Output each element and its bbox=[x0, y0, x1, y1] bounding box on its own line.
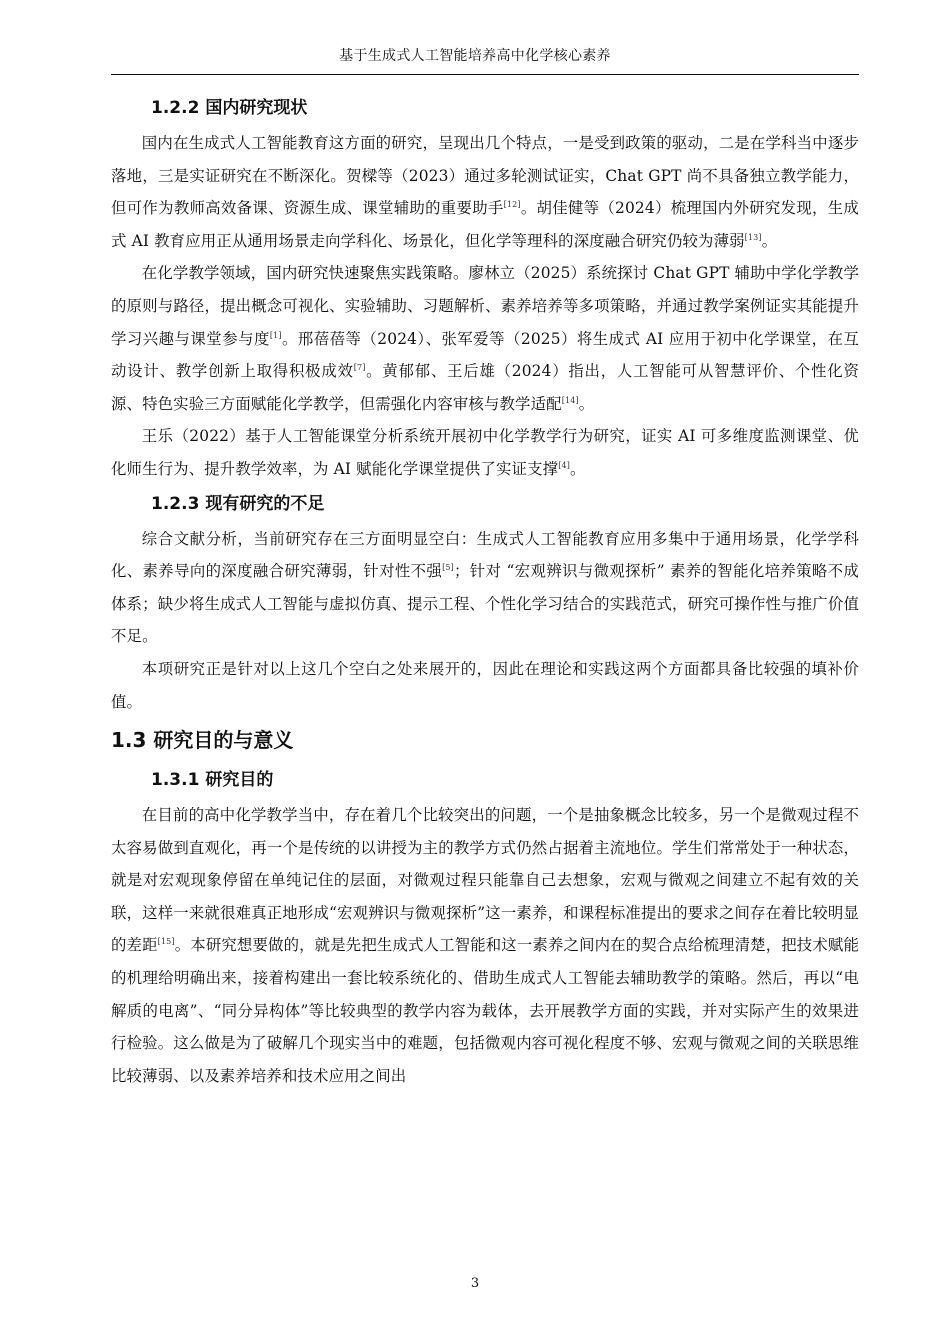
citation: [12] bbox=[503, 200, 521, 210]
paragraph bbox=[111, 127, 859, 257]
paragraph-text: 国内在生成式人工智能教育这方面的研究，呈现出几个特点，一是受到政策的驱动，二是在学科当中逐步落地，三是实证研究在不断深化。贺樑等（2023）通过多轮测试证实，Chat GPT 尚不具备独立教学能力，但可作为教师高效备课、资源生成、课堂辅助的重要助手 bbox=[111, 134, 859, 218]
paragraph-text: 。 bbox=[569, 459, 586, 478]
paragraph-text: 综合文献分析，当前研究存在三方面明显空白：生成式人工智能教育应用多集中于通用场景，化学学科化、素养导向的深度融合研究薄弱，针对性不强 bbox=[111, 529, 859, 581]
paragraph-text: 。 bbox=[578, 394, 595, 413]
citation: [5] bbox=[442, 563, 454, 572]
citation: [1] bbox=[269, 330, 282, 340]
paragraph-text: 在目前的高中化学教学当中，存在着几个比较突出的问题，一个是抽象概念比较多，另一个是微观过程不太容易做到直观化，再一个是传统的以讲授为主的教学方式仍然占据着主流地位。学生们常常处于一种状态，就是对宏观现象停留在单纯记住的层面，对微观过程只能靠自己去想象，宏观与微观之间建立不起有效的关联，这样一来就很难真正地形成“宏观辨识与微观探析”这一素养，和课程标准提出的要求之间存在着比较明显的差距 bbox=[111, 806, 859, 955]
paragraph-text: 。 bbox=[761, 231, 778, 250]
paragraph bbox=[111, 257, 859, 420]
paragraph bbox=[111, 420, 859, 485]
section-heading-1-3: 1.3 研究目的与意义 bbox=[111, 728, 294, 753]
citation: [13] bbox=[744, 232, 762, 242]
citation: [4] bbox=[558, 460, 570, 470]
paragraph-text: 王乐（2022）基于人工智能课堂分析系统开展初中化学教学行为研究，证实 AI 可多维度监测课堂、优化师生行为、提升教学效率，为 AI 赋能化学课堂提供了实证支撑 bbox=[111, 427, 859, 478]
paragraph-text: 。本研究想要做的，就是先把生成式人工智能和这一素养之间内在的契合点给梳理清楚，把技术赋能的机理给明确出来，接着构建出一套比较系统化的、借助生成式人工智能去辅助教学的策略。然后，再以“电解质的电离”、“同分异构体”等比较典型的教学内容为载体，去开展教学方面的实践，并对实际产生的效果进行检验。这么做是为了破解几个现实当中的难题，包括微观内容可视化程度不够、宏观与微观之间的关联思维比较薄弱、以及素养培养和技术应用之间出 bbox=[111, 936, 860, 1085]
paragraph-text: 。胡佳健等（2024）梳理国内外研究发现，生成式 AI 教育应用正从通用场景走向学科化、场景化，但化学等理科的深度融合研究仍较为薄弱 bbox=[111, 199, 859, 250]
paragraph bbox=[111, 799, 859, 1092]
header-rule bbox=[111, 74, 859, 75]
citation: [14] bbox=[561, 395, 579, 405]
paragraph-text: ；针对 “宏观辨识与微观探析” 素养的智能化培养策略不成体系；缺少将生成式人工智能与虚拟仿真、提示工程、个性化学习结合的实践范式，研究可操作性与推广价值不足。 bbox=[111, 562, 859, 646]
paragraph: 本项研究正是针对以上这几个空白之处来展开的，因此在理论和实践这两个方面都具备比较强的填补价值。 bbox=[111, 659, 859, 711]
paragraph-text: 。黄郁郁、王后雄（2024）指出，人工智能可从智慧评价、个性化资源、特色实验三方面赋能化学教学，但需强化内容审核与教学适配 bbox=[111, 362, 859, 413]
paragraph bbox=[111, 523, 859, 653]
page-body bbox=[111, 90, 859, 1092]
page-number: 3 bbox=[470, 1276, 480, 1291]
paragraph-text: 。邢蓓蓓等（2024）、张军爱等（2025）将生成式 AI 应用于初中化学课堂，在互动设计、教学创新上取得积极成效 bbox=[111, 329, 859, 381]
section-heading-1-2-3: 1.2.3 现有研究的不足 bbox=[151, 493, 325, 514]
section-heading-1-2-2: 1.2.2 国内研究现状 bbox=[151, 98, 308, 118]
paragraph-text: 在化学教学领域，国内研究快速聚焦实践策略。廖林立（2025）系统探讨 Chat GPT 辅助中学化学教学的原则与路径，提出概念可视化、实验辅助、习题解析、素养培养等多项策略，并通过教学案例证实其能提升学习兴趣与课堂参与度 bbox=[111, 264, 859, 348]
citation: [7] bbox=[353, 363, 366, 373]
section-heading-1-3-1: 1.3.1 研究目的 bbox=[151, 770, 274, 791]
running-header: 基于生成式人工智能培养高中化学核心素养 bbox=[339, 48, 611, 64]
citation: [15] bbox=[157, 937, 175, 947]
